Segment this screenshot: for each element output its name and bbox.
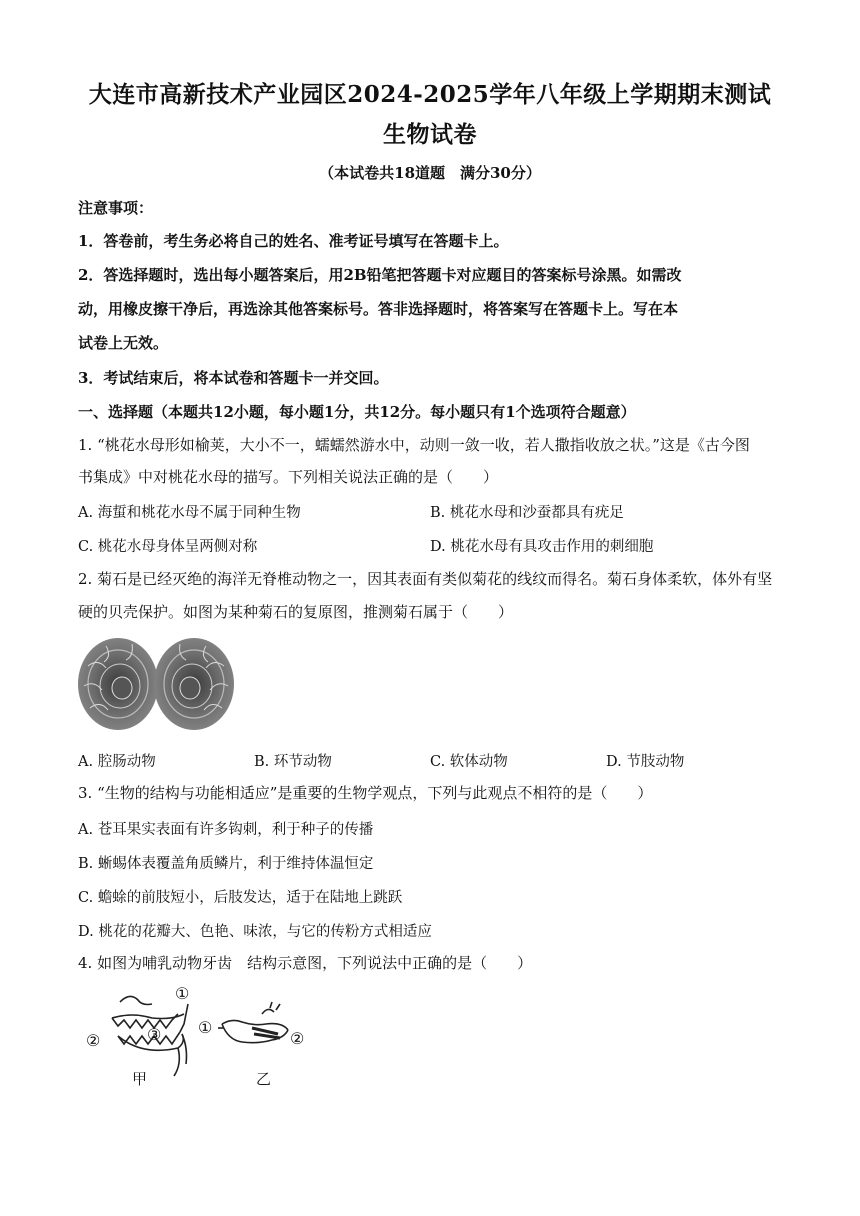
q3-option-d: D. 桃花的花瓣大、色艳、味浓，与它的传粉方式相适应 bbox=[78, 924, 432, 940]
notice-heading: 注意事项： bbox=[78, 199, 154, 217]
q2-option-d: D. 节肢动物 bbox=[606, 754, 685, 770]
q3-option-b: B. 蜥蜴体表覆盖角质鳞片，利于维持体温恒定 bbox=[78, 856, 374, 872]
q3-option-c: C. 蟾蜍的前肢短小，后肢发达，适于在陆地上跳跃 bbox=[78, 890, 403, 906]
notice-item-3: 3．考试结束后，将本试卷和答题卡一并交回。 bbox=[78, 369, 389, 387]
ammonite-left bbox=[78, 638, 158, 730]
marker-1-yi: ① bbox=[198, 1018, 213, 1037]
notice-item-2-line-2: 动，用橡皮擦干净后，再选涂其他答案标号。答非选择题时，将答案写在答题卡上。写在本 bbox=[78, 300, 679, 318]
q1-option-a: A. 海蜇和桃花水母不属于同种生物 bbox=[78, 505, 301, 521]
q2-stem-line-1: 2. 菊石是已经灭绝的海洋无脊椎动物之一，因其表面有类似菊花的线纹而得名。菊石身体柔软，体外有坚 bbox=[78, 570, 773, 588]
q2-option-b: B. 环节动物 bbox=[254, 754, 332, 770]
exam-title: 大连市高新技术产业园区2024-2025学年八年级上学期期末测试 bbox=[88, 81, 772, 108]
notice-item-2-line-1: 2．答选择题时，选出每小题答案后，用2B铅笔把答题卡对应题目的答案标号涂黑。如需改 bbox=[78, 266, 682, 284]
notice-item-1: 1．答卷前，考生务必将自己的姓名、准考证号填写在答题卡上。 bbox=[78, 232, 509, 250]
q1-option-d: D. 桃花水母有具攻击作用的刺细胞 bbox=[430, 539, 654, 555]
q3-option-a: A. 苍耳果实表面有许多钩刺，利于种子的传播 bbox=[78, 822, 374, 838]
exam-info: （本试卷共18道题 满分30分） bbox=[319, 164, 541, 182]
marker-3-jia: ③ bbox=[147, 1025, 162, 1044]
q1-stem-line-1: 1. “桃花水母形如榆荚，大小不一，蠕蠕然游水中，动则一敛一收，若人撒指收放之状。”这是《古今图 bbox=[78, 436, 750, 454]
teeth-diagram bbox=[82, 984, 322, 1090]
marker-1-jia: ① bbox=[175, 984, 190, 1003]
exam-subject-title: 生物试卷 bbox=[383, 121, 477, 148]
marker-2-yi: ② bbox=[290, 1029, 305, 1048]
marker-2-jia: ② bbox=[86, 1031, 101, 1050]
figure-label-yi: 乙 bbox=[256, 1070, 272, 1088]
section-heading: 一、选择题（本题共12小题，每小题1分，共12分。每小题只有1个选项符合题意） bbox=[78, 403, 636, 421]
ammonite-fossil-image bbox=[76, 636, 236, 732]
figure-label-jia: 甲 bbox=[132, 1070, 148, 1088]
q1-option-b: B. 桃花水母和沙蚕都具有疣足 bbox=[430, 505, 624, 521]
q2-option-c: C. 软体动物 bbox=[430, 754, 508, 770]
q2-stem-line-2: 硬的贝壳保护。如图为某种菊石的复原图，推测菊石属于（ ） bbox=[78, 603, 514, 621]
teeth-diagram-drawing bbox=[82, 984, 322, 1090]
q2-option-a: A. 腔肠动物 bbox=[78, 754, 156, 770]
q1-option-c: C. 桃花水母身体呈两侧对称 bbox=[78, 539, 258, 555]
notice-item-2-line-3: 试卷上无效。 bbox=[78, 334, 169, 352]
ammonite-right bbox=[154, 638, 234, 730]
q1-stem-line-2: 书集成》中对桃花水母的描写。下列相关说法正确的是（ ） bbox=[78, 468, 499, 486]
q4-stem: 4. 如图为哺乳动物牙齿 结构示意图，下列说法中正确的是（ ） bbox=[78, 954, 533, 972]
q3-stem: 3. “生物的结构与功能相适应”是重要的生物学观点，下列与此观点不相符的是（ ） bbox=[78, 784, 653, 802]
tooth-yi-sketch bbox=[218, 1002, 288, 1043]
